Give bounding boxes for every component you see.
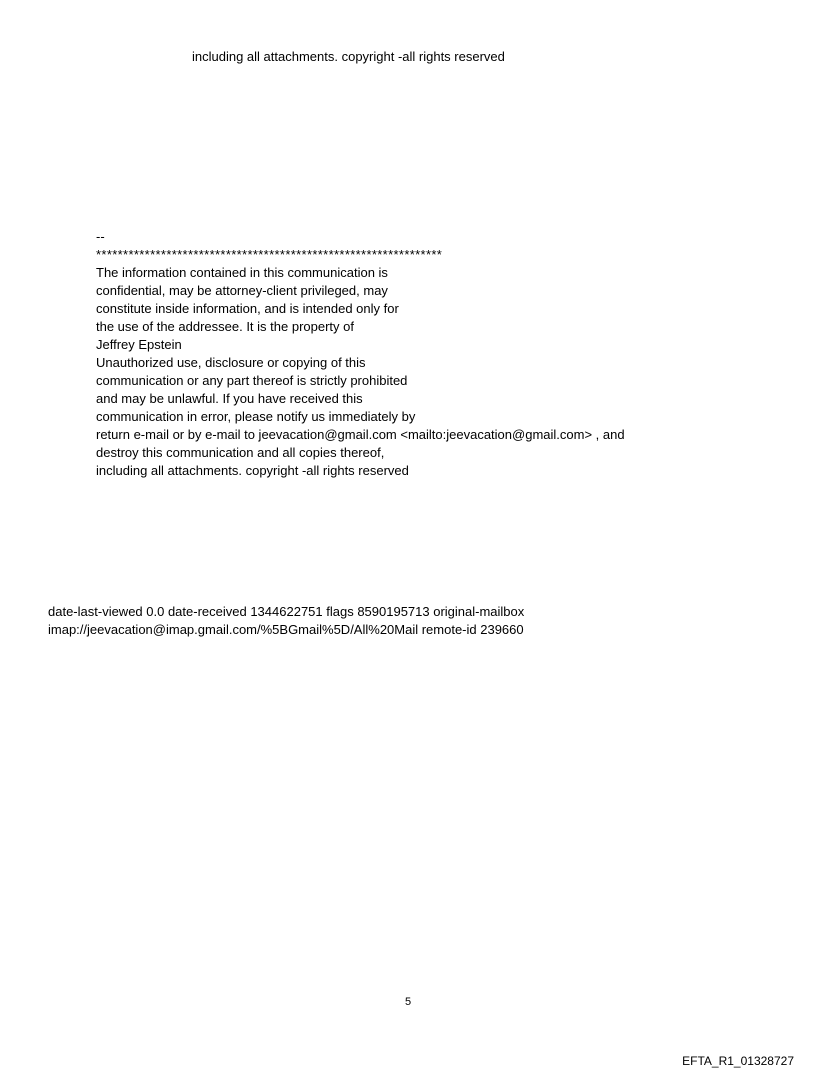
disclaimer-line: The information contained in this communication is bbox=[96, 265, 388, 280]
disclaimer-line: and may be unlawful. If you have received this bbox=[96, 391, 363, 406]
disclaimer-line: constitute inside information, and is intended only for bbox=[96, 301, 399, 316]
previous-disclaimer-tail: including all attachments. copyright -all rights reserved bbox=[192, 49, 505, 64]
bates-number: EFTA_R1_01328727 bbox=[682, 1054, 794, 1068]
disclaimer-line: return e-mail or by e-mail to jeevacation@gmail.com <mailto:jeevacation@gmail.com> , and bbox=[96, 427, 625, 442]
disclaimer-line: the use of the addressee. It is the property of bbox=[96, 319, 354, 334]
page-number: 5 bbox=[404, 996, 412, 1008]
confidentiality-disclaimer bbox=[96, 228, 625, 480]
disclaimer-line: destroy this communication and all copies thereof, bbox=[96, 445, 385, 460]
disclaimer-line: confidential, may be attorney-client privileged, may bbox=[96, 283, 388, 298]
disclaimer-line: Unauthorized use, disclosure or copying of this bbox=[96, 355, 366, 370]
disclaimer-line: communication in error, please notify us immediately by bbox=[96, 409, 416, 424]
signature-separator: -- bbox=[96, 229, 105, 244]
email-metadata bbox=[48, 603, 524, 639]
disclaimer-line: including all attachments. copyright -all rights reserved bbox=[96, 463, 409, 478]
disclaimer-line: communication or any part thereof is strictly prohibited bbox=[96, 373, 408, 388]
metadata-line: imap://jeevacation@imap.gmail.com/%5BGmail%5D/All%20Mail remote-id 239660 bbox=[48, 622, 524, 637]
asterisk-divider: **************************************************************** bbox=[96, 247, 443, 262]
metadata-line: date-last-viewed 0.0 date-received 1344622751 flags 8590195713 original-mailbox bbox=[48, 604, 525, 619]
disclaimer-line: Jeffrey Epstein bbox=[96, 337, 182, 352]
